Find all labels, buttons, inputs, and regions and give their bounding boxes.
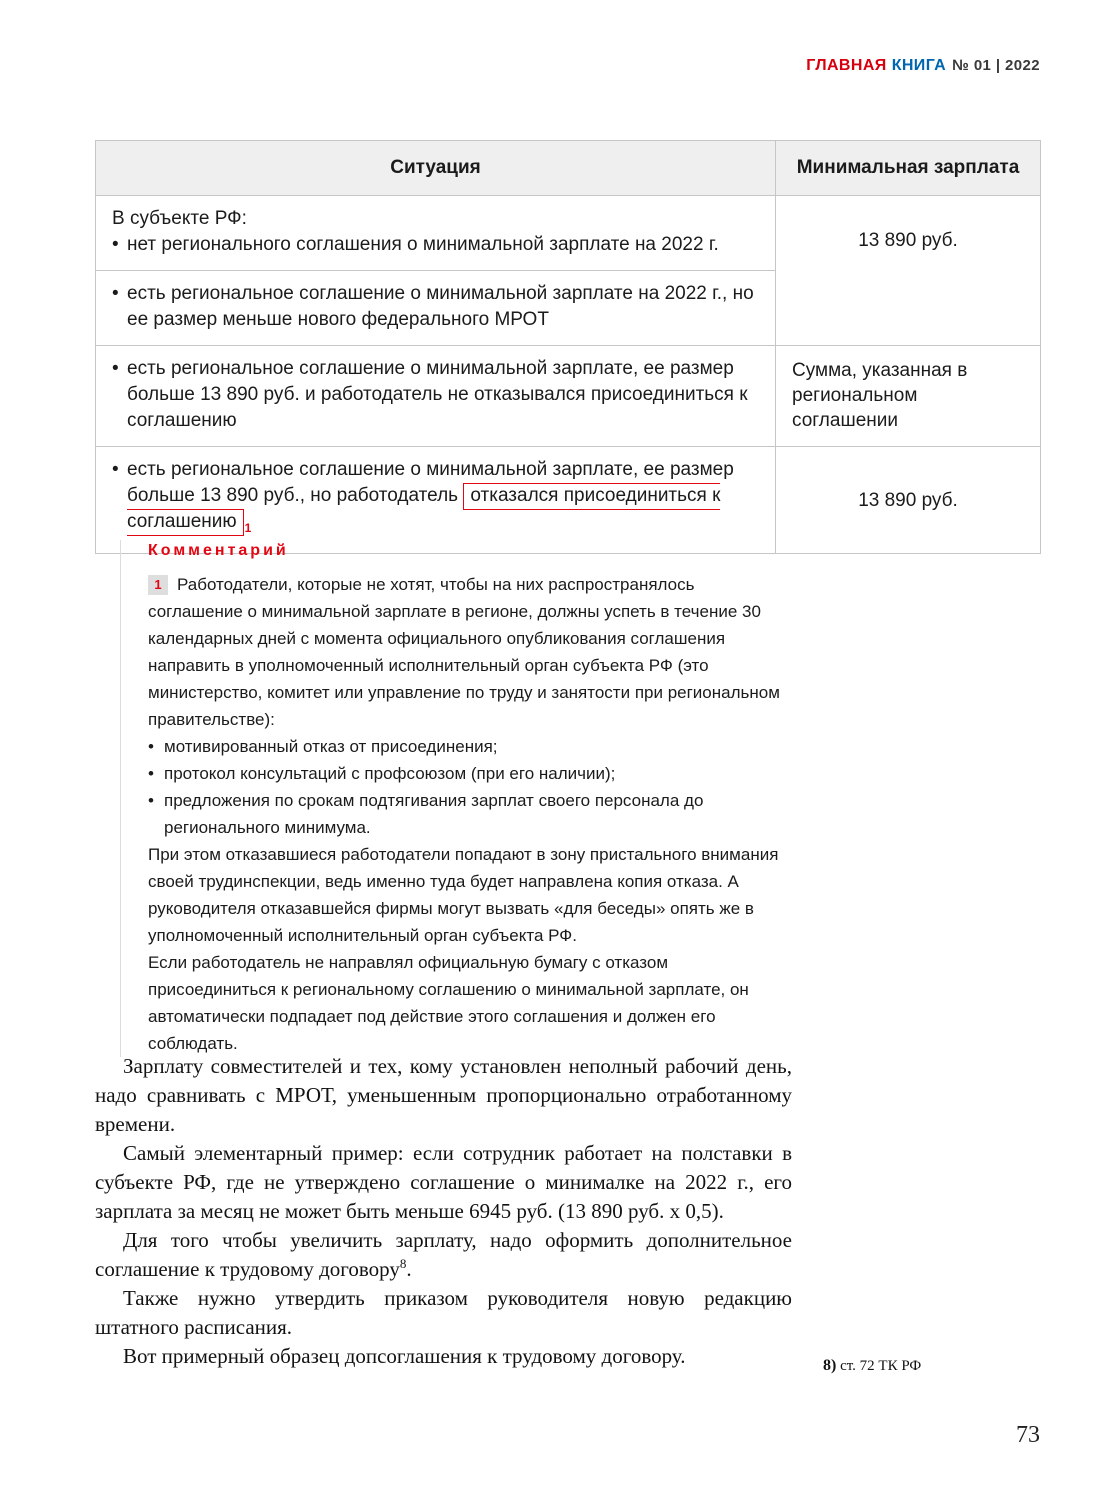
comment-marker-1: 1 xyxy=(148,575,168,595)
situation-intro: В субъекте РФ: xyxy=(112,208,247,229)
bullet-glyph: • xyxy=(148,791,154,810)
column-header-situation: Ситуация xyxy=(96,141,776,196)
footnote-number: 8) xyxy=(823,1357,837,1374)
situation-text: есть региональное соглашение о минимальной зарплате, ее размер больше 13 890 руб. и работодатель не отказывался присоединиться к соглашению xyxy=(127,358,748,431)
situation-cell xyxy=(96,447,776,554)
comment-bullet xyxy=(148,787,782,841)
comment-bullet-text: мотивированный отказ от присоединения; xyxy=(164,737,498,756)
body-paragraph: Зарплату совместителей и тех, кому установлен неполный рабочий день, надо сравнивать с МРОТ, уменьшенным пропорционально отработанному времени. xyxy=(95,1054,792,1136)
comment-bullet-text: предложения по срокам подтягивания зарплат своего персонала до регионального минимума. xyxy=(164,791,704,837)
situation-text xyxy=(127,457,757,541)
body-paragraph-text: Для того чтобы увеличить зарплату, надо оформить дополнительное соглашение к трудовому договору xyxy=(95,1228,792,1281)
table-row xyxy=(96,196,1041,271)
comment-intro-text: Работодатели, которые не хотят, чтобы на них распространялось соглашение о минимальной зарплате в регионе, должны успеть в течение 30 календарных дней с момента официального опубликования соглашения направить в уполномоченный исполнительный орган субъекта РФ (это министерство, комитет или управление по труду и занятости при региональном правительстве): xyxy=(148,575,780,729)
comment-bullet xyxy=(148,733,782,760)
table-row xyxy=(96,346,1041,447)
issue-number: № 01 | 2022 xyxy=(952,57,1040,74)
comment-reference-1: 1 xyxy=(244,521,252,535)
body-paragraph: Самый элементарный пример: если сотрудник работает на полставки в субъекте РФ, где не утверждено соглашение о минималке на 2022 г., его зарплата за месяц не может быть меньше 6945 руб. (13 890 руб. x 0,5). xyxy=(95,1141,792,1223)
body-paragraph: Также нужно утвердить приказом руководителя новую редакцию штатного расписания. xyxy=(95,1286,792,1339)
body-paragraph xyxy=(95,1226,792,1284)
bullet-glyph: • xyxy=(148,764,154,783)
situation-bullet xyxy=(112,457,757,541)
brand-word-kniga: КНИГА xyxy=(891,57,947,74)
column-header-minwage: Минимальная зарплата xyxy=(776,141,1041,196)
table-header-row xyxy=(96,141,1041,196)
brand-word-glavnaya: ГЛАВНАЯ xyxy=(806,57,887,74)
bullet-glyph: • xyxy=(112,234,119,255)
comment-bullet xyxy=(148,760,782,787)
body-paragraph-end: . xyxy=(406,1257,412,1281)
bullet-glyph: • xyxy=(112,358,119,379)
situation-cell xyxy=(96,346,776,447)
situation-bullet xyxy=(112,281,757,333)
situation-text: есть региональное соглашение о минимальной зарплате на 2022 г., но ее размер меньше нового федерального МРОТ xyxy=(127,283,754,330)
wage-value-cell: 13 890 руб. xyxy=(776,196,1041,346)
bullet-glyph: • xyxy=(112,283,119,304)
bullet-glyph: • xyxy=(112,459,119,480)
page-header xyxy=(806,57,1040,75)
comment-block xyxy=(120,540,782,1057)
comment-paragraph: Если работодатель не направлял официальную бумагу с отказом присоединиться к региональному соглашению о минимальной зарплате, он автоматически подпадает под действие этого соглашения и должен его соблюдать. xyxy=(148,953,749,1053)
comment-paragraph: При этом отказавшиеся работодатели попадают в зону пристального внимания своей трудинспекции, ведь именно туда будет направлена копия отказа. А руководителя отказавшейся фирмы могут вызвать «для беседы» опять же в уполномоченный исполнительный орган субъекта РФ. xyxy=(148,845,779,945)
wage-value-cell: 13 890 руб. xyxy=(776,447,1041,554)
minimum-wage-table xyxy=(95,140,1041,554)
bullet-glyph: • xyxy=(148,737,154,756)
situation-cell xyxy=(96,196,776,271)
footnote-reference-8: 8 xyxy=(399,1256,407,1271)
wage-value-cell: Сумма, указанная в региональном соглашении xyxy=(776,346,1041,447)
comment-paragraph xyxy=(148,571,782,733)
page-number: 73 xyxy=(1016,1422,1040,1448)
comment-bullet-text: протокол консультаций с профсоюзом (при его наличии); xyxy=(164,764,616,783)
margin-footnote xyxy=(823,1357,921,1375)
situation-text-prefix: есть региональное соглашение о минимальной зарплате, ее размер больше 13 890 руб., но работодатель xyxy=(127,459,734,506)
article-body xyxy=(95,1052,792,1371)
highlighted-phrase: отказался присоединиться к соглашению xyxy=(127,483,720,536)
table-row xyxy=(96,447,1041,554)
situation-bullet xyxy=(112,232,757,258)
footnote-text: ст. 72 ТК РФ xyxy=(840,1358,922,1374)
body-paragraph: Вот примерный образец допсоглашения к трудовому договору. xyxy=(123,1344,686,1368)
situation-bullet xyxy=(112,356,757,434)
situation-cell xyxy=(96,271,776,346)
situation-text: нет регионального соглашения о минимальной зарплате на 2022 г. xyxy=(127,234,719,255)
comment-title: Комментарий xyxy=(148,542,289,559)
